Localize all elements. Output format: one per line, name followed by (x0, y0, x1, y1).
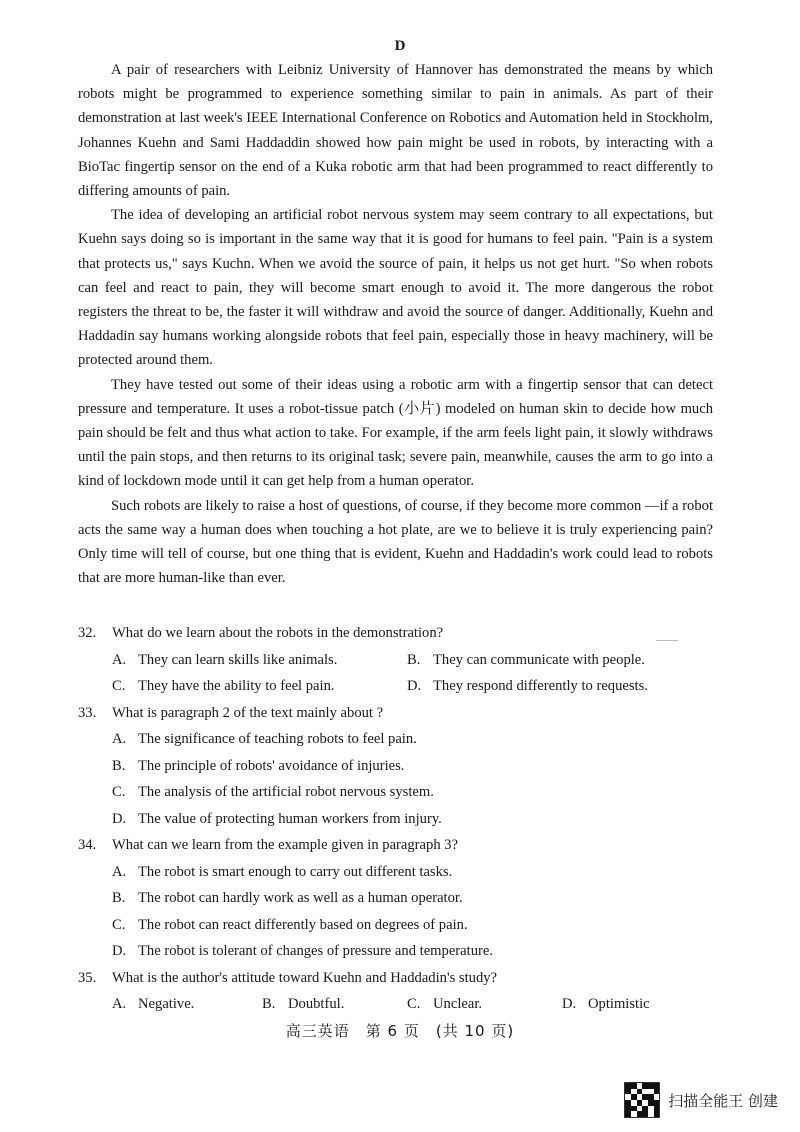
qr-code-icon (624, 1082, 660, 1118)
scan-mark (656, 640, 678, 641)
option-a: A. The robot is smart enough to carry out different tasks. (112, 863, 453, 880)
question-32 (78, 620, 718, 700)
option-c: C. Unclear. (407, 996, 483, 1012)
option-a: A. They can learn skills like animals. (112, 651, 338, 668)
question-number: 34. (78, 837, 97, 853)
reading-passage (78, 58, 713, 590)
watermark-text: 扫描全能王 创建 (668, 1091, 778, 1110)
paragraph-3: They have tested out some of their ideas using a robotic arm with a fingertip sensor that can detect pressure and temperature. It uses a robot-tissue patch (小片) modeled on human skin to decide how much pain should be felt and thus what action to take. For example, if the arm feels light pain, it slowly withdraws until the pain stops, and then returns to its original task; severe pain, meanwhile, causes the arm to go into a kind of lockdown mode until it can get help from a human operator. (78, 376, 713, 490)
question-number: 33. (78, 704, 97, 721)
option-a: A. Negative. (112, 996, 195, 1012)
section-title: D (394, 38, 406, 54)
option-b: B. They can communicate with people. (407, 651, 645, 668)
question-stem: What can we learn from the example given in paragraph 3? (112, 837, 459, 853)
option-d: D. The value of protecting human workers from injury. (112, 810, 442, 827)
option-b: B. Doubtful. (262, 996, 345, 1012)
option-c: C. They have the ability to feel pain. (112, 678, 335, 694)
page-footer: 高三英语 第 6 页 (共 10 页) (285, 1022, 515, 1040)
option-c: C. The robot can react differently based on degrees of pain. (112, 916, 468, 933)
question-list (78, 620, 718, 1018)
paragraph-4: Such robots are likely to raise a host of questions, of course, if they become more common —if a robot acts the same way a human does when touching a hot plate, are we to believe it is truly experiencing pain? Only time will tell of course, but one thing that is evident, Kuehn and Haddadin's work could lead to robots that are more human-like than ever. (78, 497, 713, 587)
question-34 (78, 832, 718, 965)
scanner-watermark (624, 1082, 778, 1118)
question-stem: What do we learn about the robots in the demonstration? (112, 625, 444, 641)
question-35 (78, 965, 718, 1018)
paragraph-2: The idea of developing an artificial robot nervous system may seem contrary to all expectations, but Kuehn says doing so is important in the same way that it is good for humans to feel pain. "Pain is a system that protects us," says Kuchn. When we avoid the source of pain, it helps us not get hurt. "So when robots can feel and react to pain, they will become smart enough to avoid it. The more dangerous the robot registers the threat to be, the faster it will withdraw and avoid the source of danger. Additionally, Kuehn and Haddadin say humans working alongside robots that feel pain, especially those in heavy machinery, will be protected around them. (78, 207, 713, 369)
question-33 (78, 700, 718, 833)
option-a: A. The significance of teaching robots to feel pain. (112, 731, 417, 747)
question-stem: What is paragraph 2 of the text mainly about ? (112, 704, 384, 721)
question-number: 35. (78, 969, 97, 986)
option-b: B. The robot can hardly work as well as a human operator. (112, 890, 463, 906)
question-stem: What is the author's attitude toward Kuehn and Haddadin's study? (112, 969, 498, 986)
option-b: B. The principle of robots' avoidance of injuries. (112, 757, 405, 774)
paragraph-1: A pair of researchers with Leibniz University of Hannover has demonstrated the means by which robots might be programmed to experience something similar to pain in animals. As part of their demonstration at last week's IEEE International Conference on Robotics and Automation held in Stockholm, Johannes Kuehn and Sami Haddaddin showed how pain might be used in robots, by interacting with a BioTac fingertip sensor on the end of a Kuka robotic arm that had been programmed to react differently to differing amounts of pain. (78, 62, 713, 200)
option-c: C. The analysis of the artificial robot nervous system. (112, 784, 434, 800)
option-d: D. They respond differently to requests. (407, 678, 648, 694)
option-d: D. The robot is tolerant of changes of pressure and temperature. (112, 943, 493, 959)
option-d: D. Optimistic (562, 996, 650, 1012)
question-number: 32. (78, 625, 97, 641)
